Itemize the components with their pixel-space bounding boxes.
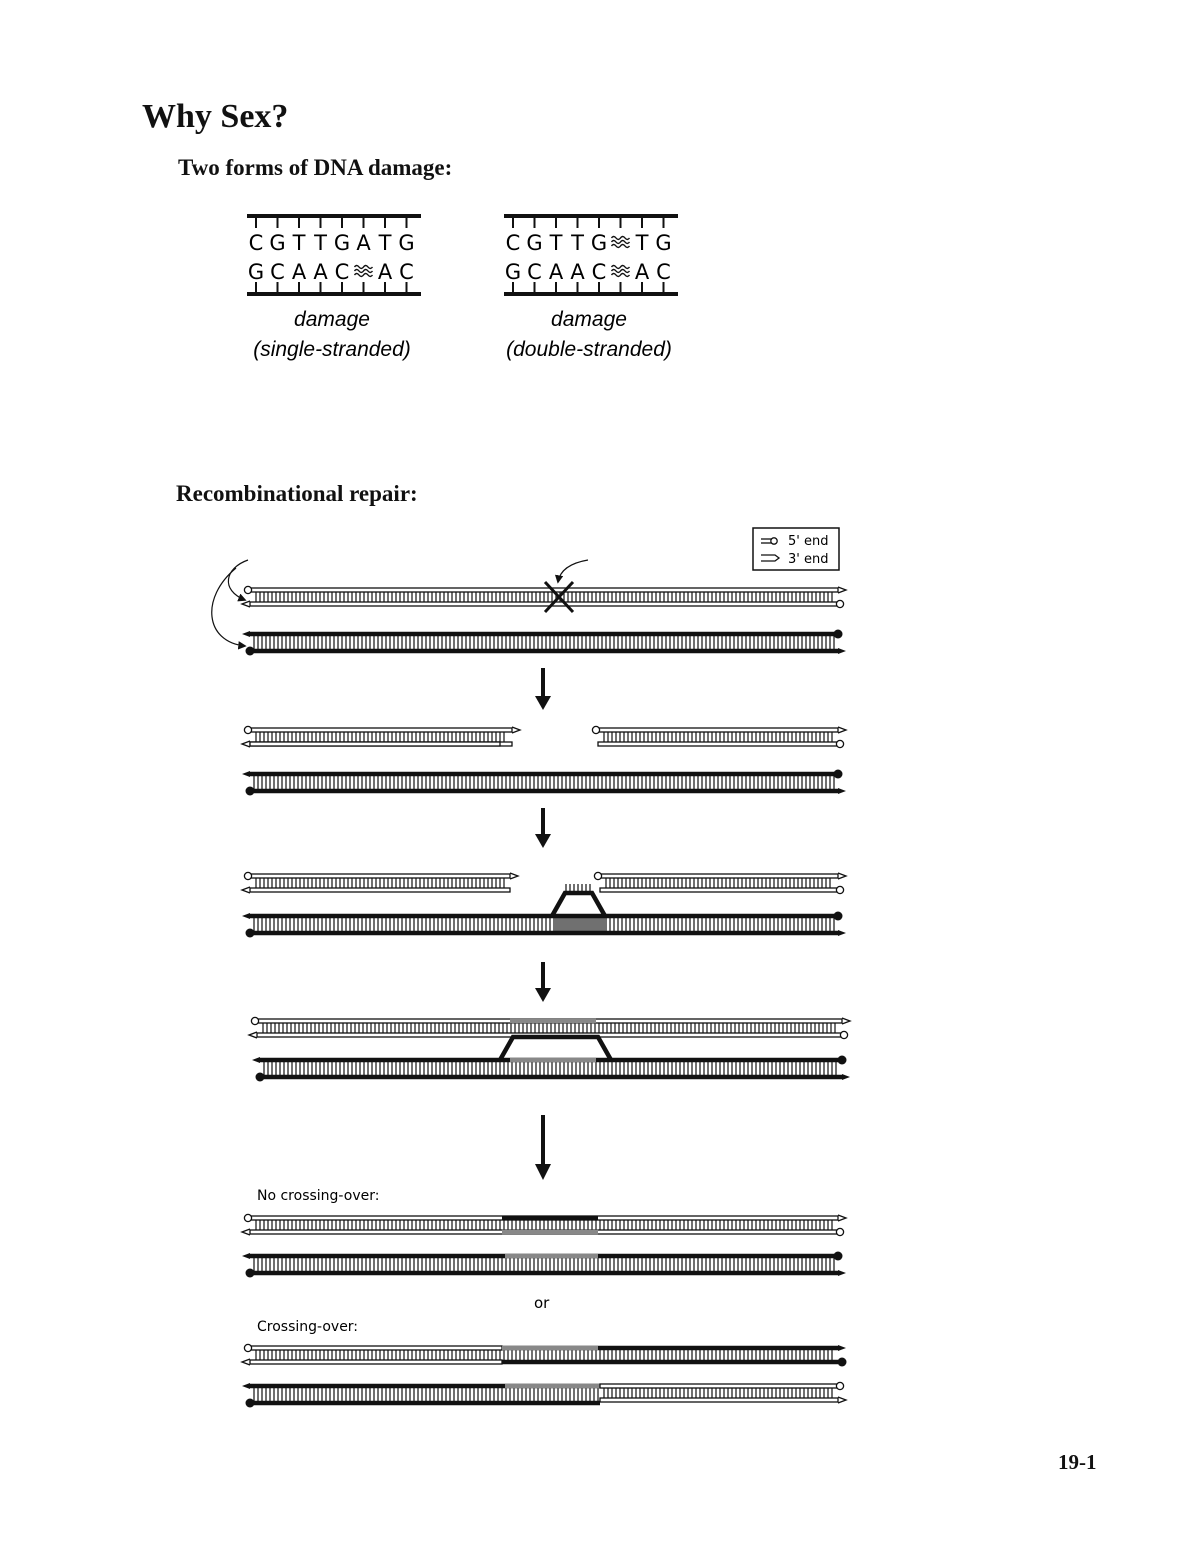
three-prime-end-icon [510, 873, 518, 879]
legend-three-prime: 3' end [788, 552, 829, 567]
three-prime-end-icon [838, 873, 846, 879]
five-prime-end-icon [244, 586, 251, 593]
five-prime-end-icon [836, 886, 843, 893]
five-prime-end-icon [838, 1358, 847, 1367]
dna-duplex-black [242, 770, 846, 796]
top-strand-base: G [526, 231, 543, 255]
three-prime-end-icon [242, 601, 250, 607]
legend-five-prime: 5' end [788, 534, 829, 549]
bottom-strand-base: C [656, 260, 671, 284]
damage-caption-line1: damage [551, 308, 627, 331]
damage-caption-line1: damage [294, 308, 370, 331]
three-prime-end-icon [838, 727, 846, 733]
five-prime-end-icon [834, 630, 843, 639]
three-prime-end-icon [242, 1229, 250, 1235]
three-prime-end-icon [838, 1345, 846, 1351]
three-prime-end-icon [838, 788, 846, 794]
five-prime-end-icon [246, 929, 255, 938]
damaged-base-icon [612, 237, 630, 248]
bottom-strand-base: A [313, 260, 328, 284]
three-prime-end-icon [838, 1270, 846, 1276]
three-prime-end-icon [242, 1383, 250, 1389]
arrow-down-icon [535, 668, 551, 710]
damage-example-double [504, 216, 678, 361]
bottom-strand-base: A [634, 260, 650, 284]
bottom-strand-base: G [504, 260, 522, 284]
five-prime-end-icon [251, 1017, 258, 1024]
top-strand-base: T [571, 231, 584, 255]
five-prime-end-icon [594, 872, 601, 879]
repair-step-3 [242, 872, 846, 937]
bottom-strand-base: G [247, 260, 265, 284]
end-legend [753, 528, 839, 570]
five-prime-end-icon [834, 912, 843, 921]
five-prime-end-icon [246, 787, 255, 796]
bottom-strand-base: C [334, 260, 350, 284]
top-strand-base: G [269, 231, 286, 255]
three-prime-end-icon [252, 1057, 260, 1063]
three-prime-end-icon [242, 1359, 250, 1365]
result-crossing-over [242, 1344, 847, 1407]
five-prime-end-icon [246, 647, 255, 656]
five-prime-end-icon [834, 770, 843, 779]
three-prime-end-icon [842, 1074, 850, 1080]
three-prime-end-icon [838, 1215, 846, 1221]
arrow-down-icon [535, 1115, 551, 1180]
five-prime-end-icon [246, 1269, 255, 1278]
damage-example-single [247, 216, 421, 361]
top-strand-base: T [378, 231, 392, 255]
bottom-strand-base: A [548, 260, 564, 284]
dna-duplex-white [600, 873, 846, 894]
three-prime-end-icon [242, 887, 250, 893]
three-prime-end-icon [242, 913, 250, 919]
three-prime-end-icon [842, 1018, 850, 1024]
result-no-crossing-over [242, 1214, 846, 1277]
three-prime-end-icon [242, 631, 250, 637]
arrow-down-icon [535, 962, 551, 1002]
five-prime-end-icon [246, 1399, 255, 1408]
bottom-strand-base: A [570, 260, 585, 284]
three-prime-end-icon [249, 1032, 257, 1038]
bottom-strand-base: A [377, 260, 393, 284]
three-prime-end-icon [838, 930, 846, 936]
three-prime-end-icon [838, 1397, 846, 1403]
five-prime-end-icon [256, 1073, 265, 1082]
damage-caption-line2: (single-stranded) [253, 338, 411, 361]
five-prime-end-icon [834, 1252, 843, 1261]
bottom-strand-base: C [527, 260, 542, 284]
top-strand-base: G [333, 231, 351, 255]
damaged-base-icon [355, 266, 373, 277]
bottom-strand-base: C [591, 260, 607, 284]
damaged-base-icon [612, 266, 630, 277]
five-prime-end-icon [838, 1056, 847, 1065]
three-prime-end-icon [242, 771, 250, 777]
bottom-strand-base: C [270, 260, 285, 284]
top-strand-base: C [248, 231, 264, 255]
top-strand-base: C [505, 231, 521, 255]
repair-step-1 [242, 586, 846, 655]
three-prime-end-icon [512, 727, 520, 733]
bottom-strand-base: C [399, 260, 414, 284]
dna-duplex-white [242, 872, 510, 893]
five-prime-end-icon [244, 726, 251, 733]
dna-duplex-black [242, 912, 846, 938]
top-strand-base: G [655, 231, 672, 255]
top-strand-base: T [314, 231, 327, 255]
recombinational-repair-diagram [242, 586, 850, 1407]
section-heading-damage: Two forms of DNA damage: [178, 155, 453, 180]
section-heading-repair: Recombinational repair: [176, 481, 418, 506]
five-prime-end-icon [244, 1214, 251, 1221]
three-prime-end-icon [838, 648, 846, 654]
three-prime-end-icon [242, 741, 250, 747]
five-prime-end-icon [836, 1228, 843, 1235]
dna-duplex-recombinant [242, 1382, 846, 1407]
label-crossing-over: Crossing-over: [257, 1319, 359, 1335]
top-strand-base: T [635, 231, 649, 255]
arrow-down-icon [535, 808, 551, 848]
label-or: or [534, 1294, 550, 1312]
dna-duplex-white [598, 727, 846, 748]
repair-step-4 [249, 1017, 850, 1081]
top-strand-base: A [356, 231, 371, 255]
top-strand-base: G [590, 231, 608, 255]
five-prime-end-icon [836, 740, 843, 747]
five-prime-end-icon [592, 726, 599, 733]
label-no-crossing-over: No crossing-over: [257, 1188, 380, 1204]
repair-step-2 [242, 726, 846, 795]
top-strand-base: T [292, 231, 306, 255]
damage-caption-line2: (double-stranded) [506, 338, 672, 361]
page-title: Why Sex? [142, 98, 289, 135]
cross-x-icon [545, 582, 573, 612]
three-prime-end-icon [242, 1253, 250, 1259]
three-prime-end-icon [838, 587, 846, 593]
dna-duplex-black [242, 630, 846, 656]
five-prime-end-icon [836, 600, 843, 607]
five-prime-end-icon [244, 872, 251, 879]
five-prime-end-icon [244, 1344, 251, 1351]
page-number: 19-1 [1058, 1450, 1097, 1474]
five-prime-end-icon [840, 1031, 847, 1038]
dna-duplex-white [242, 586, 846, 607]
top-strand-base: T [549, 231, 563, 255]
bottom-strand-base: A [291, 260, 307, 284]
five-prime-end-icon [836, 1382, 843, 1389]
dna-duplex-recombinant [242, 1344, 847, 1366]
top-strand-base: G [398, 231, 415, 255]
